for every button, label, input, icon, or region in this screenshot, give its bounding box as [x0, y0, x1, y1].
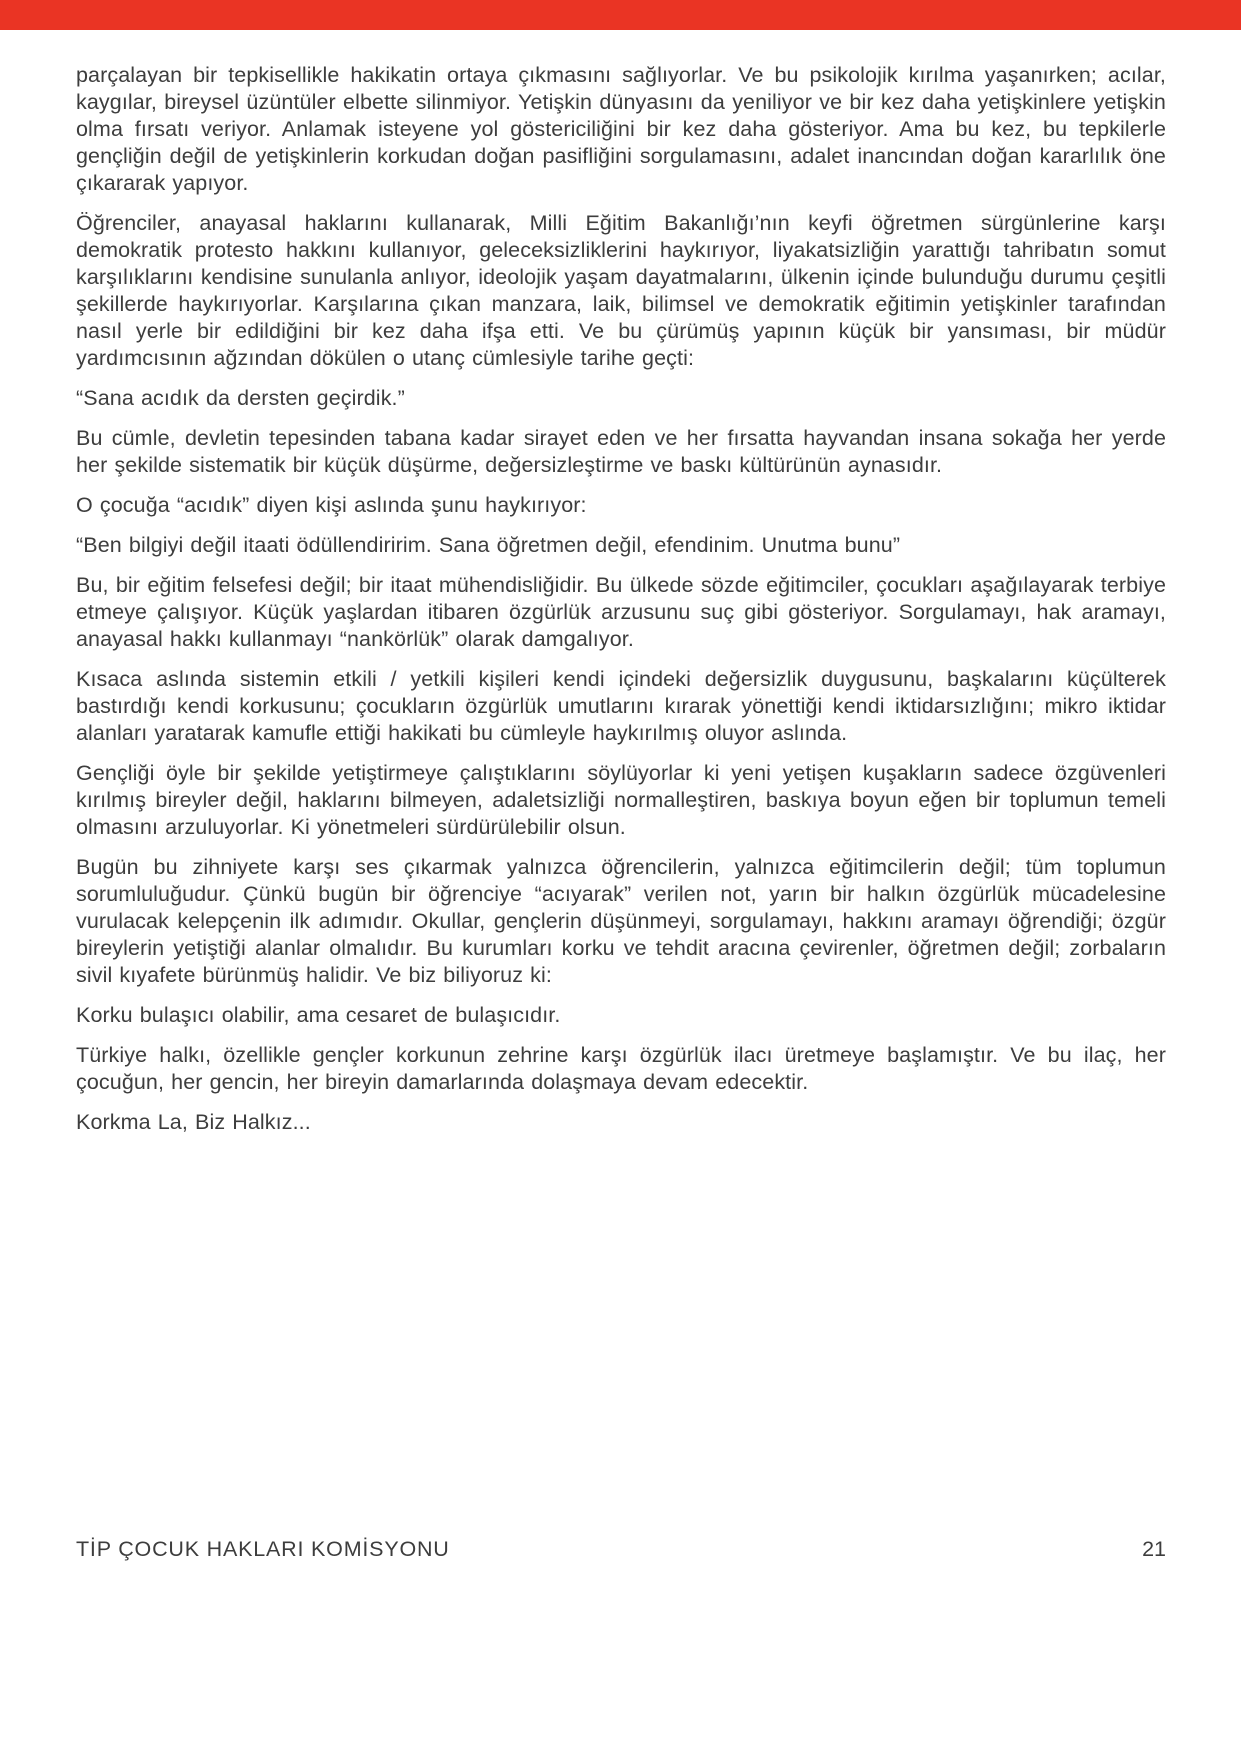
body-paragraph: Bu cümle, devletin tepesinden tabana kadar sirayet eden ve her fırsatta hayvandan insana sokağa her yerde her şekilde sistematik bir küçük düşürme, değersizleştirme ve baskı kültürünün aynasıdır.: [76, 426, 1166, 477]
body-paragraph: Bu, bir eğitim felsefesi değil; bir itaat mühendisliğidir. Bu ülkede sözde eğitimciler, çocukları aşağılayarak terbiye etmeye çalışıyor. Küçük yaşlardan itibaren özgürlük arzusunu suç gibi gösteriyor. Sorgulamayı, hak aramayı, anayasal hakkı kullanmayı “nankörlük” olarak damgalıyor.: [76, 573, 1166, 651]
page-number: 21: [1142, 1537, 1166, 1561]
body-paragraph: parçalayan bir tepkisellikle hakikatin ortaya çıkmasını sağlıyorlar. Ve bu psikolojik kırılma yaşanırken; acılar, kaygılar, bireysel üzüntüler elbette silinmiyor. Yetişkin dünyasını da yeniliyor ve bir kez daha yetişkinlere yetişkin olma fırsatı veriyor. Anlamak isteyene yol göstericiliğini bir kez daha gösteriyor. Ama bu kez, bu tepkilerle gençliğin değil de yetişkinlerin korkudan doğan pasifliğini sorgulamasını, adalet inancından doğan kararlılık öne çıkararak yapıyor.: [76, 63, 1166, 195]
page-footer: [76, 1537, 1166, 1562]
closing-slogan: Korkma La, Biz Halkız...: [76, 1110, 311, 1134]
body-paragraph: O çocuğa “acıdık” diyen kişi aslında şunu haykırıyor:: [76, 493, 587, 517]
page-content: [76, 62, 1166, 1149]
body-paragraph: Korku bulaşıcı olabilir, ama cesaret de bulaşıcıdır.: [76, 1003, 561, 1027]
body-paragraph: Gençliği öyle bir şekilde yetiştirmeye çalıştıklarını söylüyorlar ki yeni yetişen kuşakların sadece özgüvenleri kırılmış bireyler değil, haklarını bilmeyen, adaletsizliği normalleştiren, baskıya boyun eğen bir toplumun temeli olmasını arzuluyorlar. Ki yönetmeleri sürdürülebilir olsun.: [76, 761, 1166, 839]
quote-paragraph: “Sana acıdık da dersten geçirdik.”: [76, 386, 405, 410]
body-paragraph: Türkiye halkı, özellikle gençler korkunun zehrine karşı özgürlük ilacı üretmeye başlamıştır. Ve bu ilaç, her çocuğun, her gencin, her bireyin damarlarında dolaşmaya devam edecektir.: [76, 1043, 1166, 1094]
body-paragraph: Bugün bu zihniyete karşı ses çıkarmak yalnızca öğrencilerin, yalnızca eğitimcilerin değil; tüm toplumun sorumluluğudur. Çünkü bugün bir öğrenciye “acıyarak” verilen not, yarın bir halkın özgürlük mücadelesine vurulacak kelepçenin ilk adımıdır. Okullar, gençlerin düşünmeyi, sorgulamayı, hakkını aramayı öğrendiği; özgür bireylerin yetiştiği alanlar olmalıdır. Bu kurumları korku ve tehdit aracına çevirenler, öğretmen değil; zorbaların sivil kıyafete bürünmüş halidir. Ve biz biliyoruz ki:: [76, 855, 1166, 987]
footer-org-name: TİP ÇOCUK HAKLARI KOMİSYONU: [76, 1537, 450, 1561]
quote-paragraph: “Ben bilgiyi değil itaati ödüllendiririm. Sana öğretmen değil, efendinim. Unutma bunu”: [76, 533, 901, 557]
page-accent-bar: [0, 0, 1241, 30]
body-paragraph: Öğrenciler, anayasal haklarını kullanarak, Milli Eğitim Bakanlığı’nın keyfi öğretmen sürgünlerine karşı demokratik protesto hakkını kullanıyor, geleceksizliklerini haykırıyor, liyakatsizliğin yarattığı tahribatın somut karşılıklarını kendisine sunulanla anlıyor, ideolojik yaşam dayatmalarını, ülkenin içinde bulunduğu durumu çeşitli şekillerde haykırıyorlar. Karşılarına çıkan manzara, laik, bilimsel ve demokratik eğitimin yetişkinler tarafından nasıl yerle bir edildiğini bir kez daha ifşa etti. Ve bu çürümüş yapının küçük bir yansıması, bir müdür yardımcısının ağzından dökülen o utanç cümlesiyle tarihe geçti:: [76, 211, 1166, 370]
body-paragraph: Kısaca aslında sistemin etkili / yetkili kişileri kendi içindeki değersizlik duygusunu, başkalarını küçülterek bastırdığı kendi korkusunu; çocukların özgürlük umutlarını kırarak yönettiği kendi iktidarsızlığını; mikro iktidar alanları yaratarak kamufle ettiği hakikati bu cümleyle haykırılmış oluyor aslında.: [76, 667, 1166, 745]
